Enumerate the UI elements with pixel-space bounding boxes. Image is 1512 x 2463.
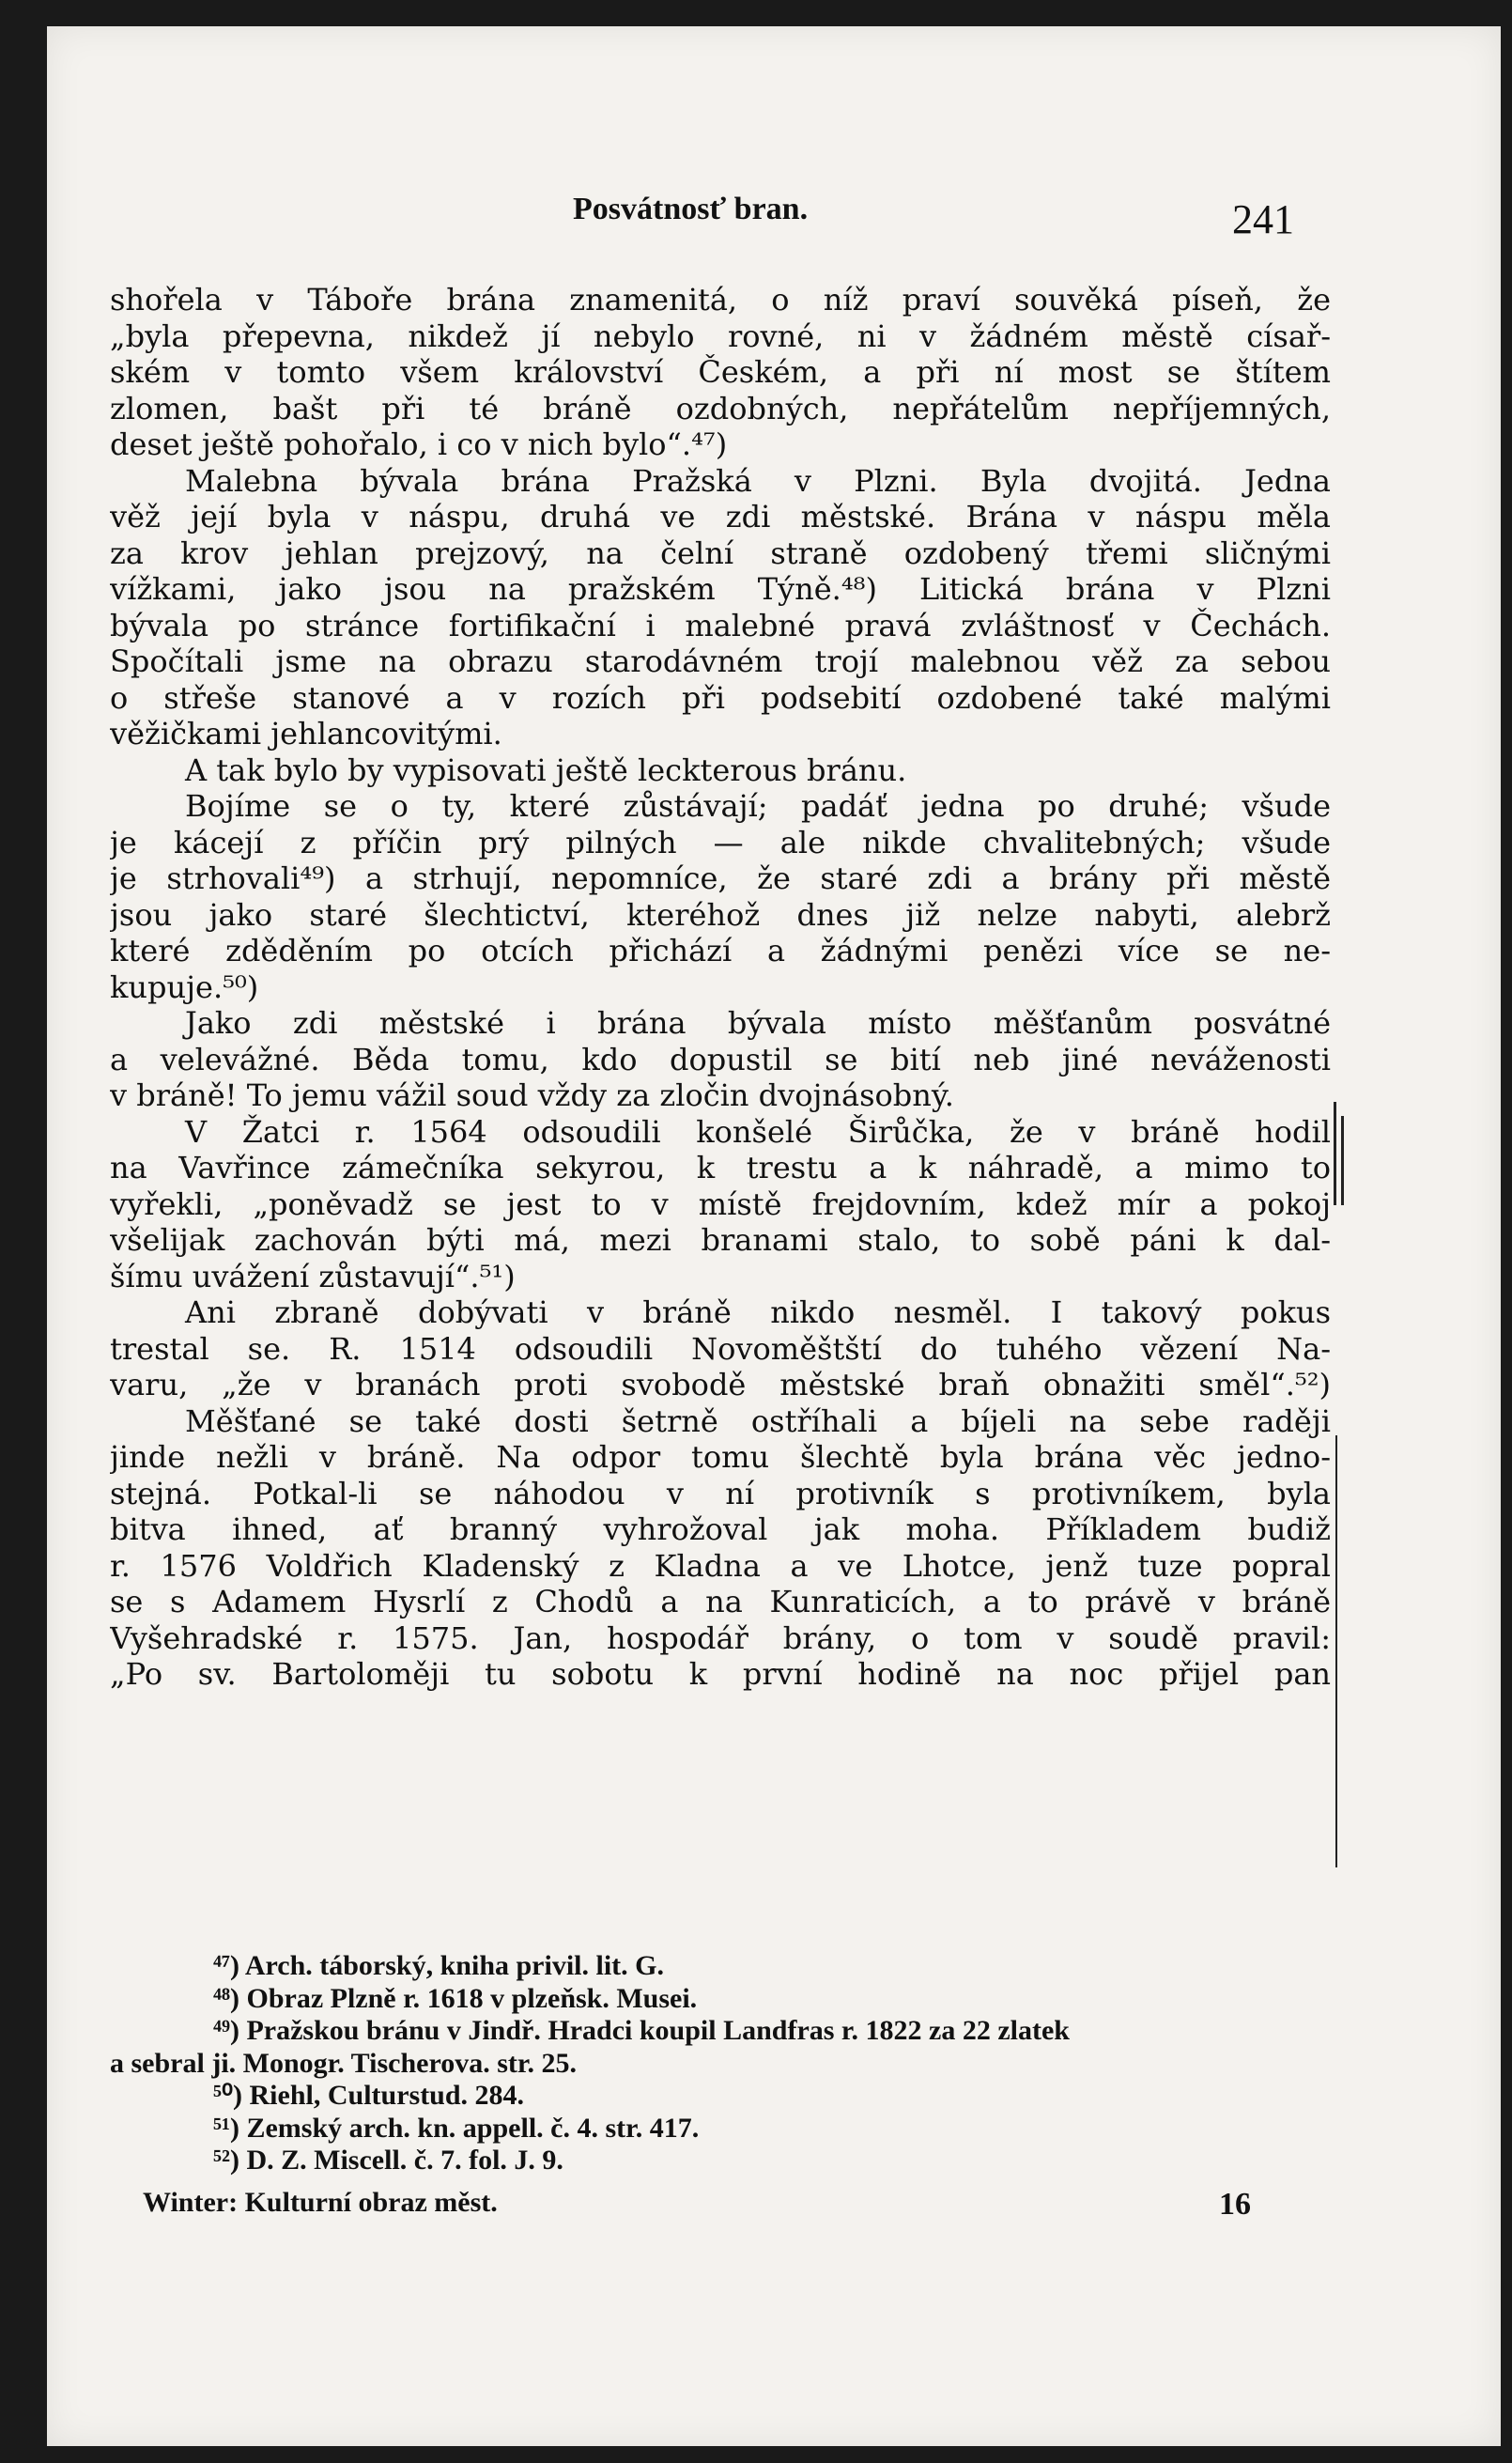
text-line: bývala po stránce fortifikační i malebné pravá zvláštnosť v Čechách. — [110, 607, 1331, 643]
running-title: Posvátnosť bran. — [573, 192, 809, 226]
text-line: Malebna bývala brána Pražská v Plzni. Byla dvojitá. Jedna — [185, 462, 1331, 499]
margin-mark — [1341, 1116, 1344, 1205]
text-line: A tak bylo by vypisovati ještě leckterous bránu. — [185, 751, 907, 788]
text-line: Vyšehradské r. 1575. Jan, hospodář brány, o tom v soudě pravil: — [110, 1619, 1331, 1656]
text-line: r. 1576 Voldřich Kladenský z Kladna a ve Lhotce, jenž tuze popral — [110, 1547, 1331, 1584]
text-line: deset ještě pohořalo, i co v nich bylo“.⁴⁷) — [110, 426, 728, 462]
page-number: 241 — [1232, 196, 1294, 242]
footnote: ⁴⁷) Arch. táborský, kniha privil. lit. G. — [213, 1950, 664, 1981]
text-line: Ani zbraně dobývati v bráně nikdo nesměl. I takový pokus — [185, 1294, 1331, 1330]
text-line: stejná. Potkal-li se náhodou v ní protivník s protivníkem, byla — [110, 1475, 1331, 1511]
footnotes — [110, 1950, 1331, 2177]
text-line: v bráně! To jemu vážil soud vždy za zločin dvojnásobný. — [110, 1077, 954, 1113]
margin-mark — [1335, 1435, 1337, 1867]
footnote: a sebral ji. Monogr. Tischerova. str. 25. — [110, 2047, 577, 2079]
text-line: kupuje.⁵⁰) — [110, 968, 259, 1005]
text-line: šímu uvážení zůstavují“.⁵¹) — [110, 1258, 516, 1294]
text-line: Bojíme se o ty, které zůstávají; padáť jedna po druhé; všude — [185, 788, 1331, 824]
text-line: všelijak zachován býti má, mezi branami stalo, to sobě páni k dal- — [110, 1222, 1331, 1258]
text-line: shořela v Táboře brána znamenitá, o níž praví souvěká píseň, že — [110, 282, 1331, 318]
text-line: které zděděním po otcích přichází a žádnými penězi více se ne- — [110, 933, 1331, 968]
text-line: vyřekli, „poněvadž se jest to v místě frejdovním, kdež mír a pokoj — [110, 1185, 1331, 1222]
footnote: ⁵¹) Zemský arch. kn. appell. č. 4. str. 417. — [213, 2112, 700, 2144]
text-line: je kácejí z příčin prý pilných — ale nikde chvalitebných; všude — [110, 824, 1331, 860]
text-line: Spočítali jsme na obrazu starodávném trojí malebnou věž za sebou — [110, 643, 1331, 679]
text-line: na Vavřince zámečníka sekyrou, k trestu a k náhradě, a mimo to — [110, 1150, 1331, 1185]
text-line: věžičkami jehlancovitými. — [110, 716, 502, 751]
text-line: V Žatci r. 1564 odsoudili konšelé Širůčka, že v bráně hodil — [185, 1113, 1331, 1150]
footnote: ⁵⁰) Riehl, Culturstud. 284. — [213, 2080, 525, 2111]
text-line: varu, „že v branách proti svobodě městské braň obnažiti směl“.⁵²) — [110, 1367, 1331, 1402]
text-line: bitva ihned, ať branný vyhrožoval jak moha. Příkladem budiž — [110, 1511, 1331, 1547]
footnote: ⁵²) D. Z. Miscell. č. 7. fol. J. 9. — [213, 2145, 563, 2176]
body-text — [110, 282, 1331, 1693]
text-line: „Po sv. Bartoloměji tu sobotu k první hodině na noc přijel pan — [110, 1656, 1331, 1692]
text-line: je strhovali⁴⁹) a strhují, nepomníce, že staré zdi a brány při městě — [110, 860, 1331, 896]
text-line: jinde nežli v bráně. Na odpor tomu šlechtě byla brána věc jedno- — [110, 1439, 1331, 1475]
footnote: ⁴⁸) Obraz Plzně r. 1618 v plzeňsk. Musei. — [213, 1982, 698, 2014]
text-line: vížkami, jako jsou na pražském Týně.⁴⁸) Litická brána v Plzni — [110, 571, 1331, 607]
footnote: ⁴⁹) Pražskou bránu v Jindř. Hradci koupil Landfras r. 1822 za 22 zlatek — [213, 2015, 1070, 2046]
text-line: věž její byla v náspu, druhá ve zdi městské. Brána v náspu měla — [110, 499, 1331, 534]
text-line: se s Adamem Hysrlí z Chodů a na Kunraticích, a to právě v bráně — [110, 1584, 1331, 1619]
signature-number: 16 — [1219, 2187, 1251, 2222]
text-line: Měšťané se také dosti šetrně ostříhali a bíjeli na sebe raději — [185, 1402, 1331, 1439]
page-header — [47, 186, 1501, 242]
text-line: zlomen, bašt při té bráně ozdobných, nepřátelům nepříjemných, — [110, 390, 1331, 426]
text-line: „byla přepevna, nikdež jí nebylo rovné, ni v žádném městě císař- — [110, 318, 1331, 354]
book-page — [47, 26, 1501, 2446]
signature-text: Winter: Kulturní obraz měst. — [143, 2187, 498, 2218]
text-line: jsou jako staré šlechtictví, kteréhož dnes již nelze nabyti, alebrž — [110, 896, 1331, 933]
text-line: ském v tomto všem království Českém, a při ní most se štítem — [110, 354, 1331, 390]
text-line: trestal se. R. 1514 odsoudili Novoměštští do tuhého vězení Na- — [110, 1330, 1331, 1367]
text-line: za krov jehlan prejzový, na čelní straně ozdobený třemi sličnými — [110, 534, 1331, 571]
text-line: a velevážné. Běda tomu, kdo dopustil se bití neb jiné neváženosti — [110, 1041, 1331, 1077]
margin-mark — [1334, 1102, 1336, 1205]
text-line: o střeše stanové a v rozích při podsebití ozdobené také malými — [110, 679, 1331, 716]
text-line: Jako zdi městské i brána bývala místo měšťanům posvátné — [185, 1005, 1331, 1041]
page-footer — [143, 2187, 1251, 2224]
